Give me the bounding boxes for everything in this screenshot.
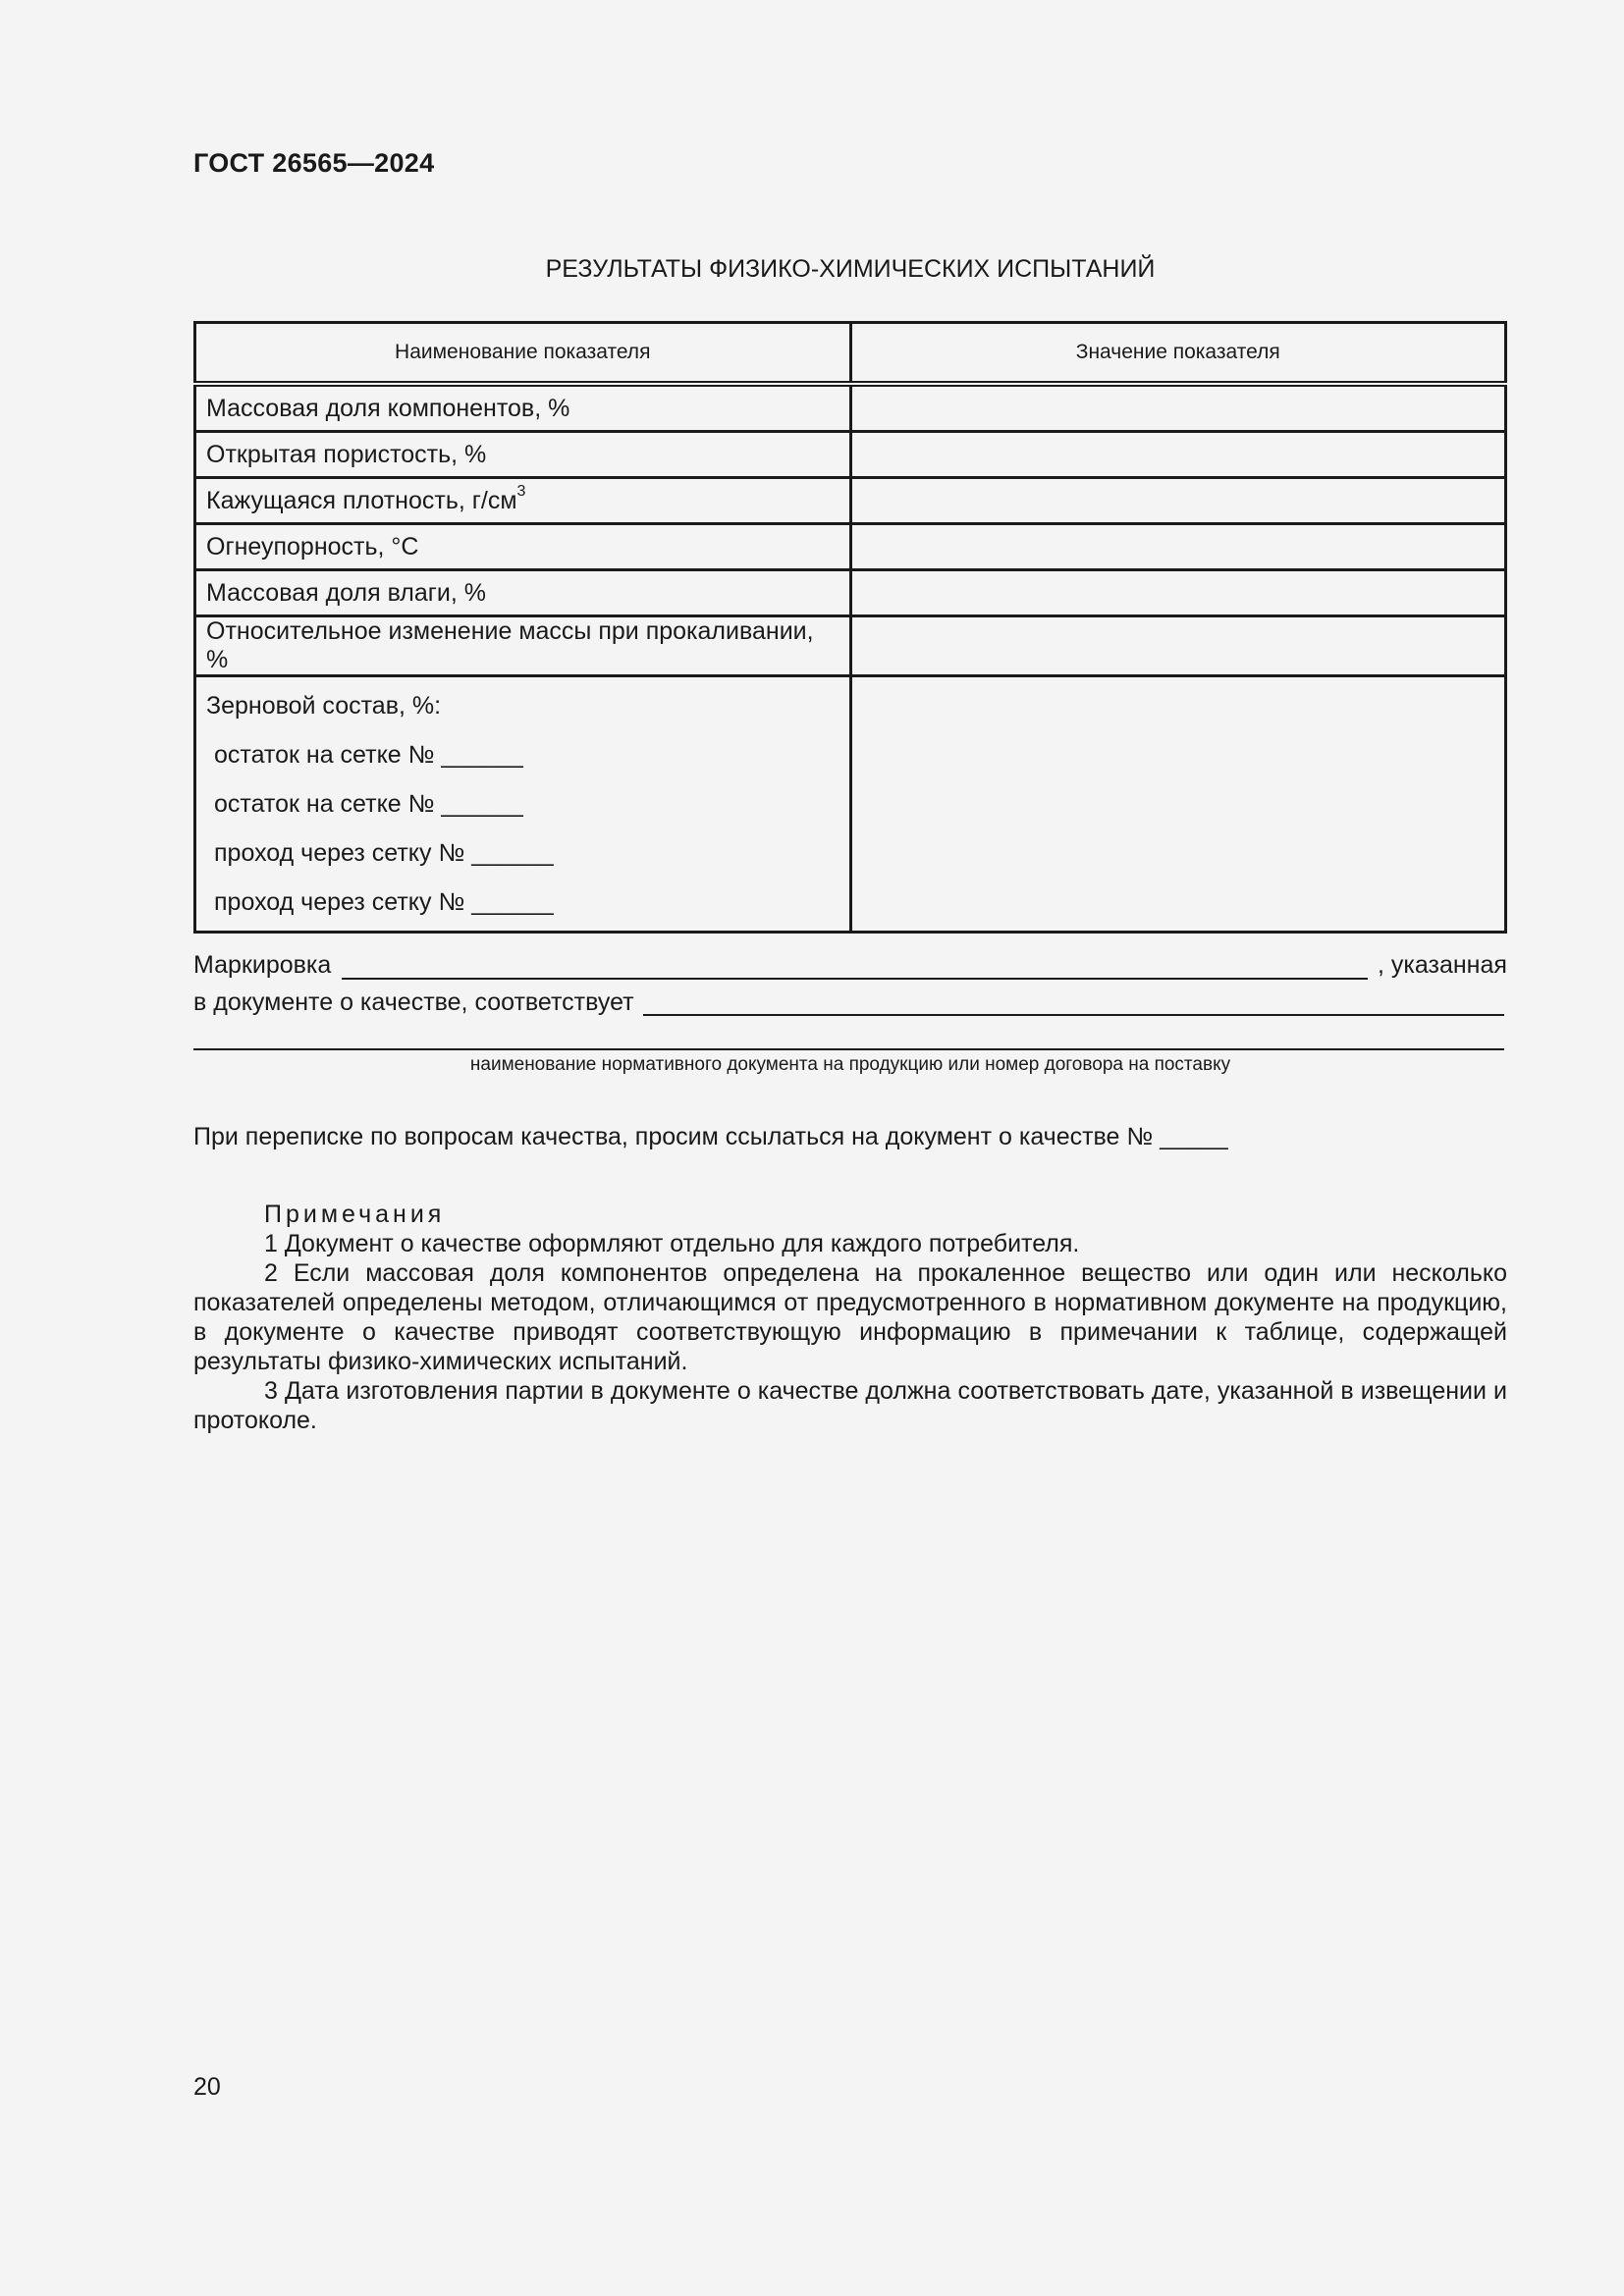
indicator-name — [195, 478, 851, 524]
table-row — [195, 570, 1506, 616]
table-row — [195, 478, 1506, 524]
indicator-name: Относительное изменение массы при прокаливании, % — [195, 616, 851, 676]
indicator-value — [850, 478, 1506, 524]
page-number: 20 — [193, 2073, 221, 2101]
grain-value-cell — [850, 676, 1506, 933]
table-row — [195, 432, 1506, 478]
indicator-name: Массовая доля компонентов, % — [195, 384, 851, 432]
note-item: 2 Если массовая доля компонентов определена на прокаленное вещество или один или несколько показателей определены методом, отличающимся от предусмотренного в нормативном документе на продукцию, в документе о качестве приводят соответствующую информацию в примечании к таблице, содержащей результаты физико-химических испытаний. — [193, 1259, 1507, 1375]
notes-heading: Примечания — [264, 1201, 446, 1228]
indicator-value — [850, 384, 1506, 432]
indicator-value — [850, 570, 1506, 616]
indicator-name: Открытая пористость, % — [195, 432, 851, 478]
grain-composition-cell — [195, 676, 851, 933]
marking-line2: в документе о качестве, соответствует — [193, 988, 634, 1016]
marking-label: Маркировка — [193, 951, 332, 979]
grain-line: остаток на сетке № ______ — [214, 741, 523, 769]
indicator-name-text: Кажущаяся плотность, г/см — [206, 486, 517, 514]
indicator-value — [850, 432, 1506, 478]
table-row — [195, 524, 1506, 570]
table-row-grain — [195, 676, 1506, 933]
grain-line: остаток на сетке № ______ — [214, 790, 523, 818]
note-item: 1 Документ о качестве оформляют отдельно для каждого потребителя. — [264, 1230, 1080, 1257]
conformity-fill-line — [643, 1014, 1504, 1016]
indicator-value — [850, 616, 1506, 676]
column-header-name: Наименование показателя — [195, 323, 851, 385]
marking-fill-line — [342, 978, 1368, 980]
correspondence-text: При переписке по вопросам качества, просим ссылаться на документ о качестве № _____ — [193, 1123, 1228, 1150]
note-item: 3 Дата изготовления партии в документе о качестве должна соответствовать дате, указанной в извещении и протоколе. — [193, 1377, 1507, 1434]
document-caption: наименование нормативного документа на продукцию или номер договора на поставку — [469, 1054, 1231, 1075]
table-row — [195, 384, 1506, 432]
results-table — [193, 321, 1507, 934]
indicator-name: Огнеупорность, °С — [195, 524, 851, 570]
indicator-name: Массовая доля влаги, % — [195, 570, 851, 616]
table-row — [195, 616, 1506, 676]
table-header-row — [195, 323, 1506, 385]
grain-title: Зерновой состав, %: — [206, 692, 442, 720]
indicator-value — [850, 524, 1506, 570]
grain-line: проход через сетку № ______ — [214, 888, 554, 916]
marking-suffix: , указанная — [1378, 951, 1507, 979]
document-fill-line — [193, 1048, 1504, 1050]
section-title: РЕЗУЛЬТАТЫ ФИЗИКО-ХИМИЧЕСКИХ ИСПЫТАНИЙ — [545, 255, 1156, 283]
column-header-value: Значение показателя — [850, 323, 1506, 385]
notes-block — [193, 1200, 1507, 1435]
grain-line: проход через сетку № ______ — [214, 839, 554, 867]
document-code: ГОСТ 26565—2024 — [193, 148, 435, 178]
superscript: 3 — [516, 482, 526, 500]
